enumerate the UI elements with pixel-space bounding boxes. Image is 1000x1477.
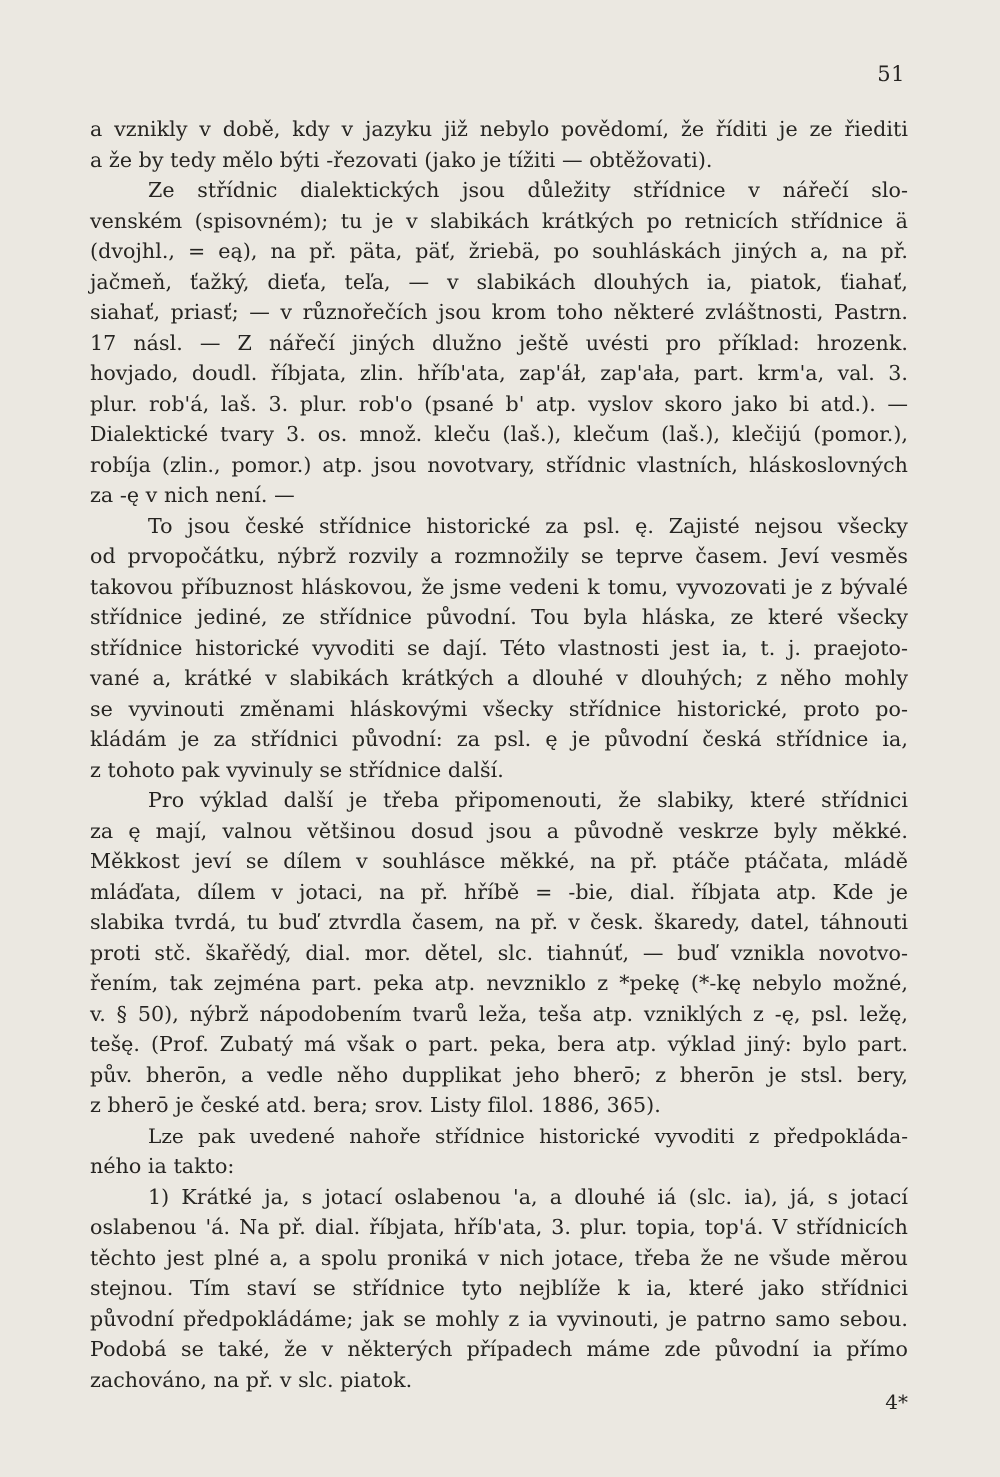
text-line: a že by tedy mělo býti -řezovati (jako je tížiti — obtěžovati).: [90, 147, 713, 172]
text-line: takovou příbuznost hláskovou, že jsme vedeni k tomu, vyvozovati je z bývalé: [90, 574, 908, 599]
text-line: zachováno, na př. v slc. piatok.: [90, 1367, 413, 1392]
text-line: 17 násl. — Z nářečí jiných dlužno ještě uvésti pro příklad: hrozenk.: [90, 330, 908, 355]
text-line: To jsou české střídnice historické za psl. ę. Zajisté nejsou všecky: [148, 513, 908, 538]
text-line: kládám je za střídnici původní: za psl. ę je původní česká střídnice ia,: [90, 727, 908, 751]
text-line: Dialektické tvary 3. os. množ. kleču (laš.), klečum (laš.), klečijú (pomor.),: [90, 422, 908, 446]
text-line: střídnice jediné, ze střídnice původní. Tou byla hláska, ze které všecky: [90, 605, 908, 629]
text-line: stejnou. Tím staví se střídnice tyto nejblíže k ia, které jako střídnici: [90, 1276, 908, 1300]
text-line: pův. bherōn, a vedle něho dupplikat jeho bherō; z bherōn je stsl. bery,: [90, 1062, 908, 1087]
text-line: Pro výklad další je třeba připomenouti, že slabiky, které střídnici: [148, 788, 908, 812]
text-line: střídnice historické vyvoditi se dají. Této vlastnosti jest ia, t. j. praejoto-: [90, 635, 908, 660]
text-line: hovjado, doudl. říbjata, zlin. hříb'ata, zap'áł, zap'ała, part. krm'a, val. 3.: [90, 361, 908, 385]
text-line: (dvojhl., = eą), na př. päta, päť, žriebä, po souhláskách jiných a, na př.: [90, 239, 908, 263]
text-line: 1) Krátké ja, s jotací oslabenou 'a, a dlouhé iá (slc. ia), já, s jotací: [148, 1184, 908, 1209]
text-line: venském (spisovném); tu je v slabikách krátkých po retnicích střídnice ä: [90, 208, 908, 233]
text-line: se vyvinouti změnami hláskovými všecky střídnice historické, proto po-: [90, 696, 908, 721]
text-line: z tohoto pak vyvinuly se střídnice další.: [90, 757, 504, 782]
text-line: proti stč. škařědý, dial. mor. dětel, slc. tiahnúť, — buď vznikla novotvo-: [90, 940, 908, 965]
text-line: robíja (zlin., pomor.) atp. jsou novotvary, střídnic vlastních, hláskoslovných: [90, 452, 908, 477]
text-line: ného ia takto:: [90, 1154, 235, 1178]
text-line: od prvopočátku, nýbrž rozvily a rozmnožily se teprve časem. Jeví vesměs: [90, 544, 908, 568]
body-text: [90, 114, 908, 1395]
text-line: řením, tak zejména part. peka atp. nevzniklo z *pekę (*-kę nebylo možné,: [90, 971, 908, 995]
text-line: mláďata, dílem v jotaci, na př. hříbě = -bie, dial. říbjata atp. Kde je: [90, 879, 908, 904]
text-line: za ę mají, valnou většinou dosud jsou a původně veskrze byly měkké.: [90, 818, 908, 843]
text-line: Měkkost jeví se dílem v souhlásce měkké, na př. ptáče ptáčata, mládě: [90, 849, 908, 873]
text-line: slabika tvrdá, tu buď ztvrdla časem, na př. v česk. škaredy, datel, táhnouti: [90, 910, 908, 934]
text-line: a vznikly v době, kdy v jazyku již nebylo povědomí, že říditi je ze řiediti: [90, 117, 908, 141]
text-line: za -ę v nich není. —: [90, 483, 295, 507]
signature-mark: 4*: [885, 1390, 908, 1414]
text-line: Lze pak uvedené nahoře střídnice historické vyvoditi z předpokláda-: [148, 1123, 908, 1148]
text-line: plur. rob'á, laš. 3. plur. rob'o (psané b' atp. vyslov skoro jako bi atd.). —: [90, 391, 908, 416]
text-line: Podobá se také, že v některých případech máme zde původní ia přímo: [90, 1337, 908, 1361]
text-line: Ze střídnic dialektických jsou důležity střídnice v nářečí slo-: [148, 178, 908, 202]
text-line: těchto jest plné a, a spolu proniká v nich jotace, třeba že ne všude měrou: [90, 1245, 908, 1270]
page-number: 51: [877, 62, 905, 86]
text-line: z bherō je české atd. bera; srov. Listy filol. 1886, 365).: [90, 1093, 661, 1117]
text-line: oslabenou 'á. Na př. dial. říbjata, hříb'ata, 3. plur. topia, top'á. V střídnicích: [90, 1215, 908, 1239]
text-line: jačmeň, ťažký, dieťa, teľa, — v slabikách dlouhých ia, piatok, ťiahať,: [90, 269, 908, 294]
text-line: tešę. (Prof. Zubatý má však o part. peka, bera atp. výklad jiný: bylo part.: [90, 1032, 908, 1056]
text-line: vané a, krátké v slabikách krátkých a dlouhé v dlouhých; z něho mohly: [90, 666, 908, 690]
text-line: siahať, priasť; — v různořečích jsou krom toho některé zvláštnosti, Pastrn.: [90, 300, 908, 324]
text-line: v. § 50), nýbrž nápodobením tvarů leža, teša atp. vzniklých z -ę, psl. ležę,: [90, 1001, 908, 1026]
text-line: původní předpokládáme; jak se mohly z ia vyvinouti, je patrno samo sebou.: [90, 1306, 908, 1331]
